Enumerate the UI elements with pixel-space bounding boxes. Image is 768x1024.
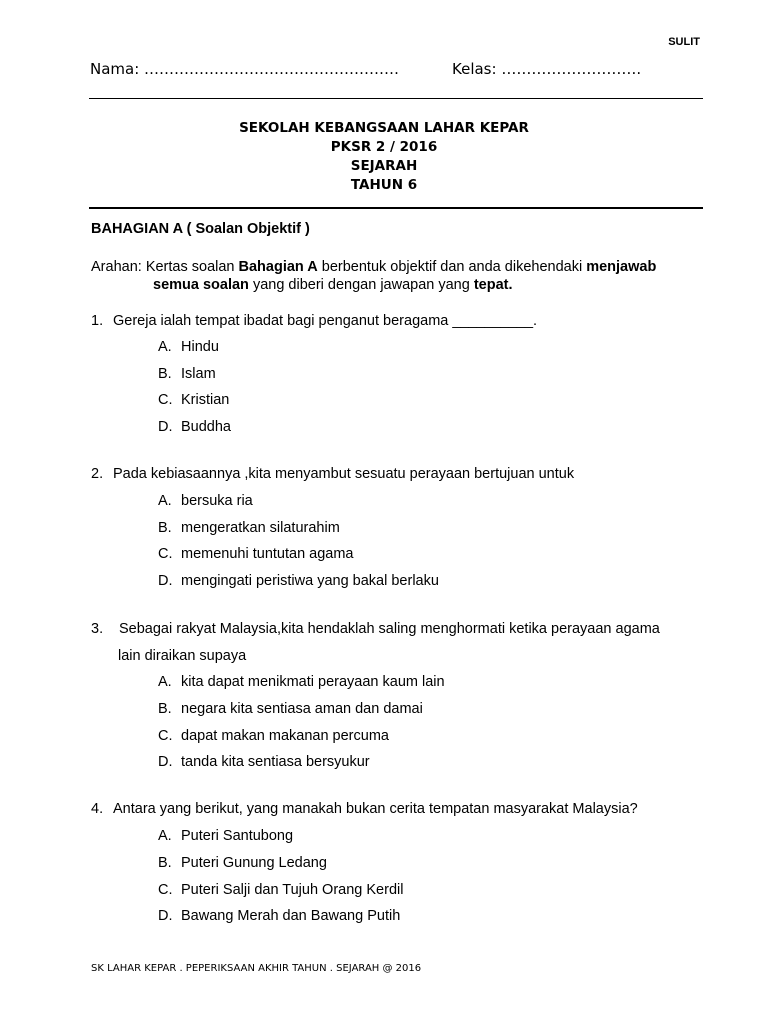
exam-title: PKSR 2 / 2016 bbox=[330, 139, 438, 155]
instr-text-1: Arahan: Kertas soalan bbox=[91, 259, 239, 275]
question-text: Antara yang berikut, yang manakah bukan cerita tempatan masyarakat Malaysia? bbox=[113, 801, 638, 817]
instr-text-2: berbentuk objektif dan anda dikehendaki bbox=[317, 259, 587, 275]
question-number: 2. bbox=[91, 466, 104, 482]
question-1 bbox=[91, 313, 537, 329]
option-4c: C. Puteri Salji dan Tujuh Orang Kerdil bbox=[158, 882, 404, 898]
option-3b: B. negara kita sentiasa aman dan damai bbox=[158, 701, 423, 717]
instr-text-3: yang diberi dengan jawapan yang bbox=[248, 277, 474, 293]
option-4a: A. Puteri Santubong bbox=[158, 828, 294, 844]
subject-title: SEJARAH bbox=[350, 158, 418, 174]
instr-bold-4: tepat. bbox=[473, 277, 513, 293]
option-2c: C. memenuhi tuntutan agama bbox=[158, 546, 354, 562]
question-text: Pada kebiasaannya ,kita menyambut sesuatu perayaan bertujuan untuk bbox=[113, 466, 575, 482]
option-3c: C. dapat makan makanan percuma bbox=[158, 728, 389, 744]
option-4d: D. Bawang Merah dan Bawang Putih bbox=[158, 908, 401, 924]
question-2 bbox=[91, 466, 574, 482]
option-2a: A. bersuka ria bbox=[158, 493, 253, 509]
option-1b: B. Islam bbox=[158, 366, 216, 382]
sulit-label: SULIT bbox=[668, 36, 700, 48]
section-title: BAHAGIAN A ( Soalan Objektif ) bbox=[91, 221, 310, 237]
question-3 bbox=[91, 621, 660, 637]
question-text: Gereja ialah tempat ibadat bagi penganut beragama __________. bbox=[113, 313, 538, 329]
option-2b: B. mengeratkan silaturahim bbox=[158, 520, 340, 536]
question-number: 3. bbox=[91, 621, 104, 637]
question-4 bbox=[91, 801, 638, 817]
option-3a: A. kita dapat menikmati perayaan kaum lain bbox=[158, 674, 445, 690]
instr-bold-3: semua soalan bbox=[153, 277, 249, 293]
title-divider bbox=[89, 207, 703, 209]
header-divider bbox=[89, 98, 703, 99]
question-number: 1. bbox=[91, 313, 104, 329]
option-1c: C. Kristian bbox=[158, 392, 230, 408]
question-text: Sebagai rakyat Malaysia,kita hendaklah saling menghormati ketika perayaan agama bbox=[119, 621, 660, 637]
option-2d: D. mengingati peristiwa yang bakal berlaku bbox=[158, 573, 439, 589]
year-title: TAHUN 6 bbox=[350, 177, 418, 193]
instr-bold-2: menjawab bbox=[586, 259, 657, 275]
page-footer: SK LAHAR KEPAR . PEPERIKSAAN AKHIR TAHUN . SEJARAH @ 2016 bbox=[91, 963, 422, 974]
option-4b: B. Puteri Gunung Ledang bbox=[158, 855, 327, 871]
instructions bbox=[91, 258, 656, 294]
school-name: SEKOLAH KEBANGSAAN LAHAR KEPAR bbox=[239, 120, 529, 136]
kelas-field: Kelas: ………………………. bbox=[452, 60, 642, 78]
option-1a: A. Hindu bbox=[158, 339, 219, 355]
nama-field: Nama: …………………………………………… bbox=[90, 60, 400, 78]
instr-bold-1: Bahagian A bbox=[238, 259, 318, 275]
question-number: 4. bbox=[91, 801, 104, 817]
option-3d: D. tanda kita sentiasa bersyukur bbox=[158, 754, 370, 770]
option-1d: D. Buddha bbox=[158, 419, 231, 435]
question-3-continued: lain diraikan supaya bbox=[118, 648, 247, 664]
